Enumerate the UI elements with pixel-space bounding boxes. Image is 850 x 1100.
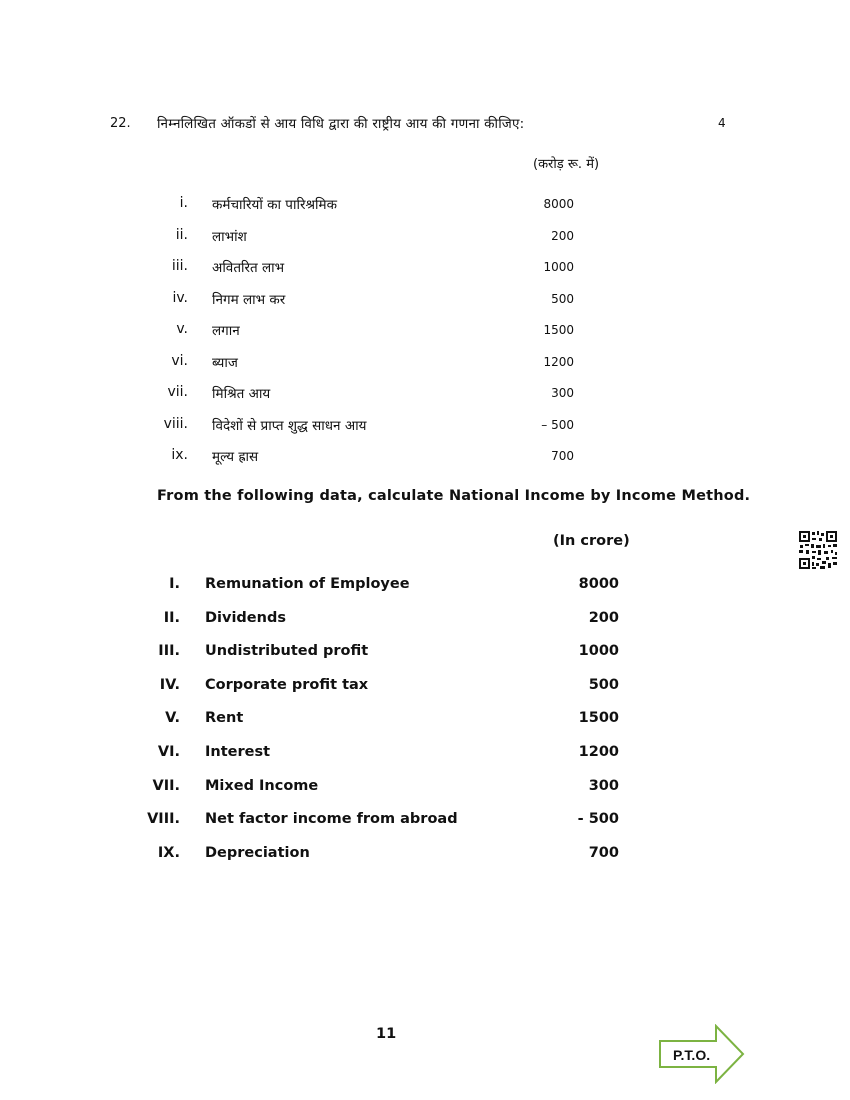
item-value: 300 bbox=[588, 777, 619, 794]
hindi-list-item bbox=[0, 384, 850, 404]
question-number: 22. bbox=[110, 116, 131, 131]
item-label: लाभांश bbox=[212, 228, 247, 245]
item-value: 700 bbox=[588, 844, 619, 861]
hindi-list-item bbox=[0, 227, 850, 247]
item-label: विदेशों से प्राप्त शुद्ध साधन आय bbox=[212, 417, 367, 434]
question-marks: 4 bbox=[718, 116, 726, 130]
item-label: Undistributed profit bbox=[205, 643, 369, 660]
item-value: 200 bbox=[551, 228, 574, 243]
item-label: कर्मचारियों का पारिश्रमिक bbox=[212, 197, 337, 213]
item-roman-numeral: II. bbox=[163, 609, 180, 626]
item-value: – 500 bbox=[541, 417, 574, 432]
item-value: 1200 bbox=[543, 354, 574, 369]
english-question-text: From the following data, calculate National Income by Income Method. bbox=[157, 488, 751, 504]
item-roman-numeral: viii. bbox=[163, 415, 188, 432]
hindi-list-item bbox=[0, 321, 850, 341]
item-roman-numeral: vi. bbox=[171, 352, 188, 369]
item-roman-numeral: iv. bbox=[172, 289, 188, 306]
english-list-item bbox=[0, 710, 850, 732]
item-label: निगम लाभ कर bbox=[212, 291, 286, 308]
hindi-list-item bbox=[0, 353, 850, 373]
question-text-hindi: निम्नलिखित ऑकडों से आय विधि द्वारा की राष्ट्रीय आय की गणना कीजिए: bbox=[157, 116, 525, 132]
item-value: 1000 bbox=[578, 643, 619, 660]
english-list-item bbox=[0, 744, 850, 766]
english-list-item bbox=[0, 643, 850, 665]
hindi-list-item bbox=[0, 416, 850, 436]
item-value: 1200 bbox=[578, 744, 619, 760]
unit-label-hindi: (करोड़ रू. में) bbox=[533, 157, 600, 172]
item-value: 200 bbox=[588, 609, 619, 626]
item-roman-numeral: I. bbox=[169, 576, 180, 592]
item-value: 300 bbox=[551, 386, 574, 400]
item-value: 1500 bbox=[578, 710, 619, 727]
arrow-right-icon bbox=[658, 1024, 746, 1084]
item-label: Rent bbox=[205, 710, 244, 727]
pto-label: P.T.O. bbox=[673, 1047, 711, 1063]
english-list-item bbox=[0, 845, 850, 867]
item-roman-numeral: III. bbox=[158, 643, 180, 660]
item-label: Mixed Income bbox=[205, 777, 319, 794]
english-list-item bbox=[0, 576, 850, 598]
hindi-list-item bbox=[0, 290, 850, 310]
item-label: Net factor income from abroad bbox=[205, 811, 458, 828]
item-value: - 500 bbox=[577, 811, 619, 828]
english-list-item bbox=[0, 778, 850, 800]
item-label: मूल्य ह्रास bbox=[212, 449, 259, 465]
item-roman-numeral: IV. bbox=[159, 676, 180, 693]
english-list-item bbox=[0, 677, 850, 699]
item-value: 500 bbox=[588, 676, 619, 693]
item-roman-numeral: i. bbox=[179, 195, 188, 211]
qr-code-icon bbox=[798, 530, 838, 570]
item-label: Remunation of Employee bbox=[205, 576, 410, 592]
item-label: Interest bbox=[205, 744, 271, 760]
item-label: मिश्रित आय bbox=[212, 386, 271, 402]
english-list-item bbox=[0, 811, 850, 833]
item-value: 700 bbox=[551, 449, 574, 463]
item-roman-numeral: IX. bbox=[157, 844, 180, 861]
item-label: लगान bbox=[212, 323, 240, 339]
item-value: 1500 bbox=[543, 323, 574, 337]
item-value: 500 bbox=[551, 291, 574, 306]
hindi-list-item bbox=[0, 447, 850, 467]
item-label: Depreciation bbox=[205, 844, 310, 861]
hindi-list-item bbox=[0, 258, 850, 278]
hindi-list-item bbox=[0, 195, 850, 215]
item-label: अवितरित लाभ bbox=[212, 260, 285, 276]
item-value: 8000 bbox=[578, 576, 619, 592]
item-label: ब्याज bbox=[212, 354, 238, 371]
english-list-item bbox=[0, 610, 850, 632]
item-roman-numeral: V. bbox=[165, 710, 180, 727]
item-roman-numeral: iii. bbox=[171, 258, 188, 274]
item-label: Corporate profit tax bbox=[205, 676, 369, 693]
page-number: 11 bbox=[376, 1026, 397, 1042]
item-label: Dividends bbox=[205, 609, 286, 626]
item-roman-numeral: vii. bbox=[167, 384, 188, 400]
item-value: 8000 bbox=[543, 197, 574, 211]
item-roman-numeral: ix. bbox=[171, 447, 188, 463]
item-roman-numeral: VI. bbox=[157, 744, 180, 760]
item-roman-numeral: VII. bbox=[152, 777, 180, 794]
item-roman-numeral: v. bbox=[176, 321, 188, 337]
item-value: 1000 bbox=[543, 260, 574, 274]
item-roman-numeral: ii. bbox=[175, 226, 188, 243]
item-roman-numeral: VIII. bbox=[147, 811, 180, 828]
unit-label-english: (In crore) bbox=[553, 533, 630, 549]
